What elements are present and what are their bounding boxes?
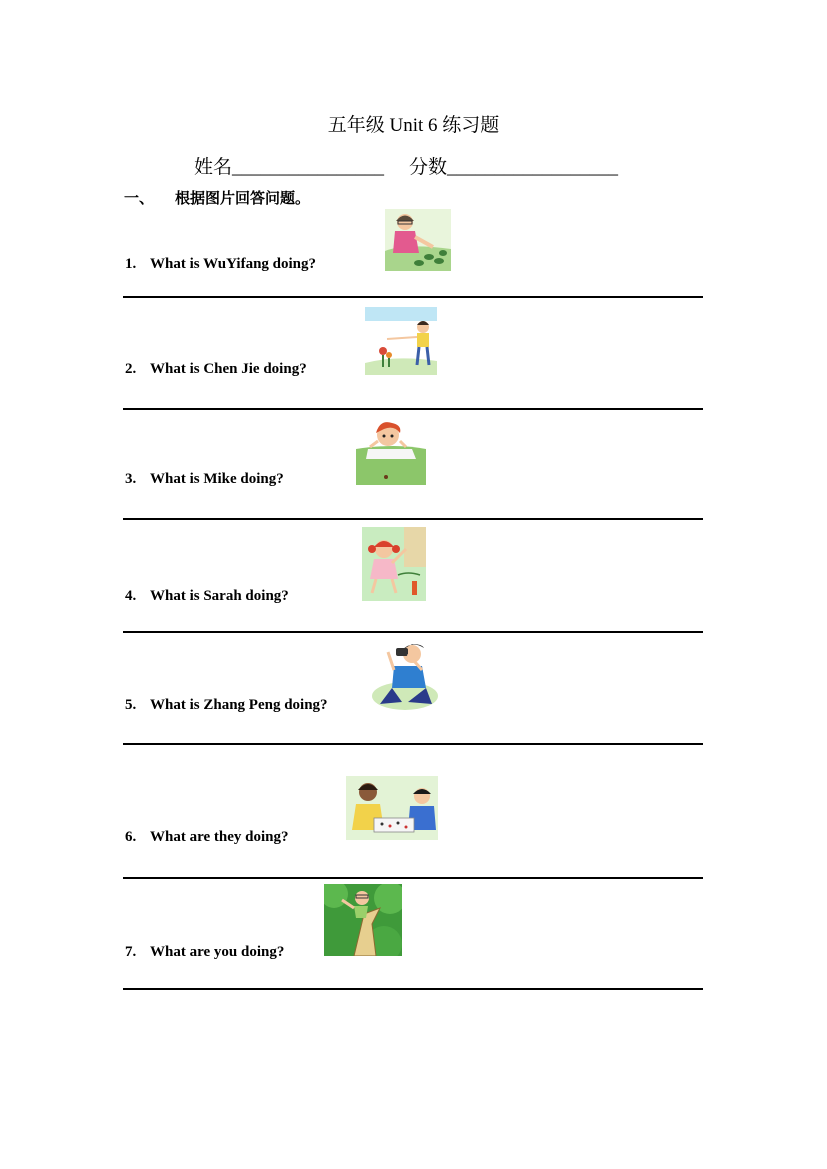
boy-climbing-tree-image [324,884,402,956]
question-6 [125,829,288,846]
question-4 [125,588,289,605]
question-number: 5. [125,697,137,713]
question-number: 1. [125,256,137,272]
question-number: 7. [125,944,137,960]
question-text: What is Chen Jie doing? [150,361,307,377]
question-text: What is Zhang Peng doing? [150,697,328,713]
question-3 [125,471,284,488]
answer-line-5[interactable] [123,743,703,745]
question-text: What are you doing? [150,944,285,960]
question-1 [125,256,316,273]
child-watering-flowers-image [365,307,437,375]
question-text: What is Mike doing? [150,471,284,487]
question-number: 2. [125,361,137,377]
answer-line-6[interactable] [123,877,703,879]
boy-with-binoculars-image [372,640,438,710]
section-heading [124,187,310,208]
question-7 [125,944,284,961]
question-text: What is WuYifang doing? [150,256,317,272]
question-number: 6. [125,829,137,845]
question-number: 3. [125,471,137,487]
question-text: What is Sarah doing? [150,588,289,604]
answer-line-3[interactable] [123,518,703,520]
answer-line-7[interactable] [123,988,703,990]
question-2 [125,361,307,378]
answer-line-4[interactable] [123,631,703,633]
child-lying-on-grass-image [356,419,426,485]
question-5 [125,697,328,714]
child-picking-vegetables-image [385,209,451,271]
question-text: What are they doing? [150,829,289,845]
section-number: 一、 [124,191,155,207]
question-number: 4. [125,588,137,604]
page-title: 五年级 Unit 6 练习题 [327,115,500,136]
children-playing-chess-image [346,776,438,840]
name-field[interactable]: 姓名________________ [194,157,385,178]
girl-catching-insects-image [362,527,426,601]
answer-line-1[interactable] [123,296,703,298]
score-field[interactable]: 分数__________________ [409,157,619,178]
answer-line-2[interactable] [123,408,703,410]
section-instruction: 根据图片回答问题。 [175,191,311,207]
